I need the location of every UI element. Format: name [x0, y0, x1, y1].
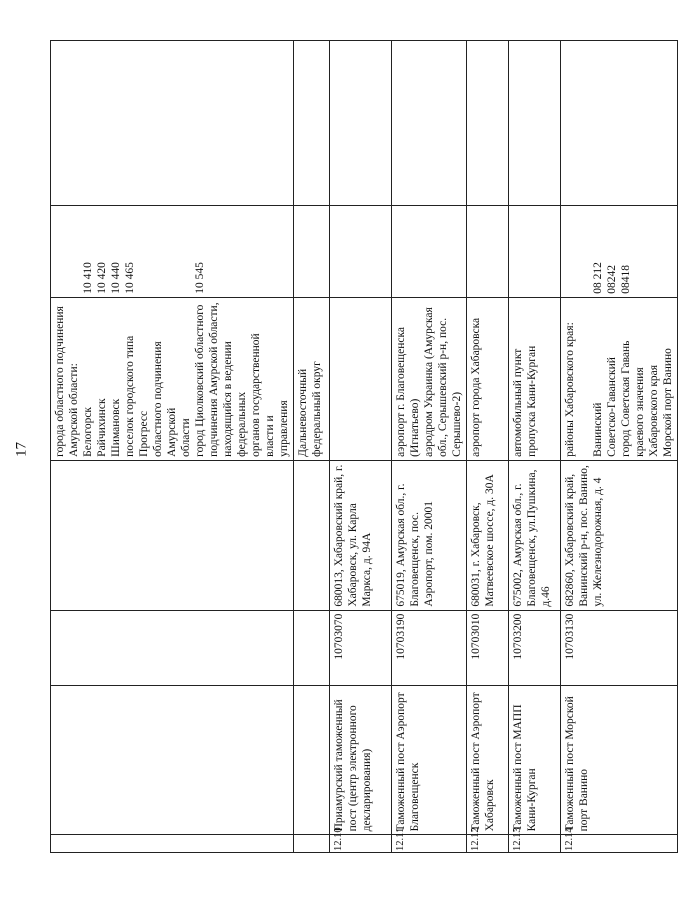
post-name: Таможенный пост Аэропорт Благовещенск — [392, 685, 467, 835]
zone-cell: аэропорт города Хабаровска — [467, 297, 509, 460]
table-row: 12.12 Таможенный пост Аэропорт Хабаровск 10703010 680031, г. Хабаровск, Матвеевское шоссе, д. 30А аэропорт города Хабаровска — [467, 41, 509, 853]
post-address: 675002, Амурская обл., г. Благовещенск, ул.Пушкина, д.46 — [509, 460, 561, 610]
rotated-page — [50, 40, 674, 853]
district-name: Дальневосточный федеральный округ — [294, 297, 330, 460]
page-number: 17 — [13, 442, 30, 457]
post-code: 10703010 — [467, 610, 509, 685]
table-row: 12.11 Таможенный пост Аэропорт Благовещенск 10703190 675019, Амурская обл., г. Благовещенск, пос. Аэропорт, пом. 20001 аэропорт г. Благовещенска (Игнатьево) аэродром Украинка (Амурская обл., Серышевский р-н, пос. Серышево-2) — [392, 41, 467, 853]
customs-posts-table — [50, 40, 678, 853]
post-address: 682860, Хабаровский край, Ванинский р-н, пос. Ванино, ул. Железнодорожная, д. 4 — [561, 460, 678, 610]
oktmo-cell: 10 410 10 420 10 440 10 465 10 545 — [51, 206, 294, 297]
post-address: 680013, Хабаровский край, г. Хабаровск, ул. Карла Маркса, д. 94А — [330, 460, 392, 610]
district-row — [294, 41, 330, 853]
post-address: 680031, г. Хабаровск, Матвеевское шоссе, д. 30А — [467, 460, 509, 610]
post-name: Таможенный пост МАПП Кани-Курган — [509, 685, 561, 835]
post-name: Таможенный пост Аэропорт Хабаровск — [467, 685, 509, 835]
post-code: 10703130 — [561, 610, 678, 685]
post-code: 10703190 — [392, 610, 467, 685]
zone-cell: аэропорт г. Благовещенска (Игнатьево) аэродром Украинка (Амурская обл., Серышевский р-н, пос. Серышево-2) — [392, 297, 467, 460]
zone-cell: автомобильный пункт пропуска Кани-Курган — [509, 297, 561, 460]
post-name: Таможенный пост Морской порт Ванино — [561, 685, 678, 835]
post-code: 10703070 — [330, 610, 392, 685]
oktmo-cell: 08 212 08242 08418 — [561, 206, 678, 297]
table-row: 12.14 Таможенный пост Морской порт Ванино 10703130 682860, Хабаровский край, Ванинский р-н, пос. Ванино, ул. Железнодорожная, д. 4 районы Хабаровского края: Ванинский Советско-Гаванский город Советская Гавань краевого значения Хабаровского края Морской порт Ванино 08 212 08242 08418 — [561, 41, 678, 853]
post-name: Приамурский таможенный пост (центр электронного декларирования) — [330, 685, 392, 835]
table-row: 12.13 Таможенный пост МАПП Кани-Курган 10703200 675002, Амурская обл., г. Благовещенск, ул.Пушкина, д.46 автомобильный пункт пропуска Кани-Курган — [509, 41, 561, 853]
zone-cell: районы Хабаровского края: Ванинский Советско-Гаванский город Советская Гавань краевого значения Хабаровского края Морской порт Ванино — [561, 297, 678, 460]
table-row: 12.10 Приамурский таможенный пост (центр электронного декларирования) 10703070 680013, Хабаровский край, г. Хабаровск, ул. Карла Маркса, д. 94А — [330, 41, 392, 853]
zone-cell: города областного подчинения Амурской области: Белогорск Райчихинск Шимановск поселок городского типа Прогресс областного подчинения Амурской области город Циолковский областного подчинения Амурской области, находящийся в ведении федеральных органов государственной власти и управления — [51, 297, 294, 460]
table-row — [51, 41, 294, 853]
post-code: 10703200 — [509, 610, 561, 685]
post-address: 675019, Амурская обл., г. Благовещенск, пос. Аэропорт, пом. 20001 — [392, 460, 467, 610]
